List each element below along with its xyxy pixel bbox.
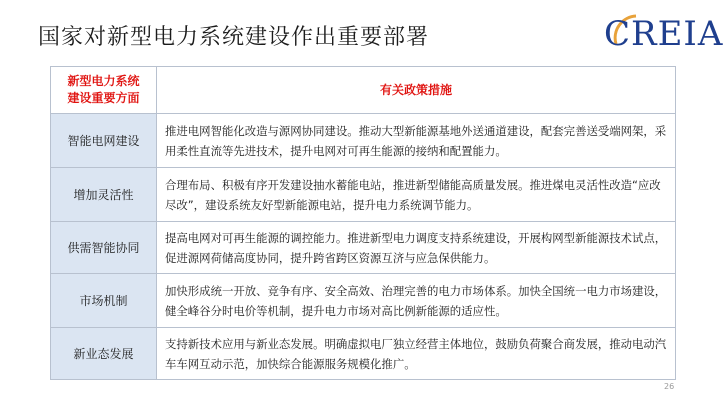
table-row bbox=[51, 273, 675, 327]
row-measures: 推进电网智能化改造与源网协同建设。推动大型新能源基地外送通道建设，配套完善送受端网架，采用柔性直流等先进技术，提升电网对可再生能源的接纳和配置能力。 bbox=[157, 114, 675, 167]
row-aspect: 市场机制 bbox=[51, 274, 157, 327]
policy-table bbox=[50, 66, 676, 380]
row-aspect: 增加灵活性 bbox=[51, 168, 157, 221]
table-header-row bbox=[51, 67, 675, 113]
row-measures: 提高电网对可再生能源的调控能力。推进新型电力调度支持系统建设，开展构网型新能源技术试点，促进源网荷储高度协同，提升跨省跨区资源互济与应急保供能力。 bbox=[157, 222, 675, 273]
header-aspect-line2: 建设重要方面 bbox=[67, 91, 140, 105]
slide-title: 国家对新型电力系统建设作出重要部署 bbox=[38, 25, 430, 50]
row-aspect: 智能电网建设 bbox=[51, 114, 157, 167]
row-measures: 支持新技术应用与新业态发展。明确虚拟电厂独立经营主体地位，鼓励负荷聚合商发展，推动电动汽车车网互动示范，加快综合能源服务规模化推广。 bbox=[157, 328, 675, 379]
row-aspect: 新业态发展 bbox=[51, 328, 157, 379]
table-row bbox=[51, 327, 675, 379]
table-row bbox=[51, 221, 675, 273]
header-measures: 有关政策措施 bbox=[157, 67, 675, 113]
row-measures: 合理布局、积极有序开发建设抽水蓄能电站，推进新型储能高质量发展。推进煤电灵活性改造“应改尽改”，建设系统友好型新能源电站，提升电力系统调节能力。 bbox=[157, 168, 675, 221]
creia-logo bbox=[604, 10, 724, 66]
table-row bbox=[51, 167, 675, 221]
header-aspect-line1: 新型电力系统 bbox=[67, 74, 140, 88]
row-aspect: 供需智能协同 bbox=[51, 222, 157, 273]
header-aspect bbox=[51, 67, 157, 113]
row-measures: 加快形成统一开放、竞争有序、安全高效、治理完善的电力市场体系。加快全国统一电力市场建设，健全峰谷分时电价等机制，提升电力市场对高比例新能源的适应性。 bbox=[157, 274, 675, 327]
page-number: 26 bbox=[664, 382, 675, 391]
logo-text: CREIA bbox=[604, 14, 724, 54]
table-row bbox=[51, 113, 675, 167]
